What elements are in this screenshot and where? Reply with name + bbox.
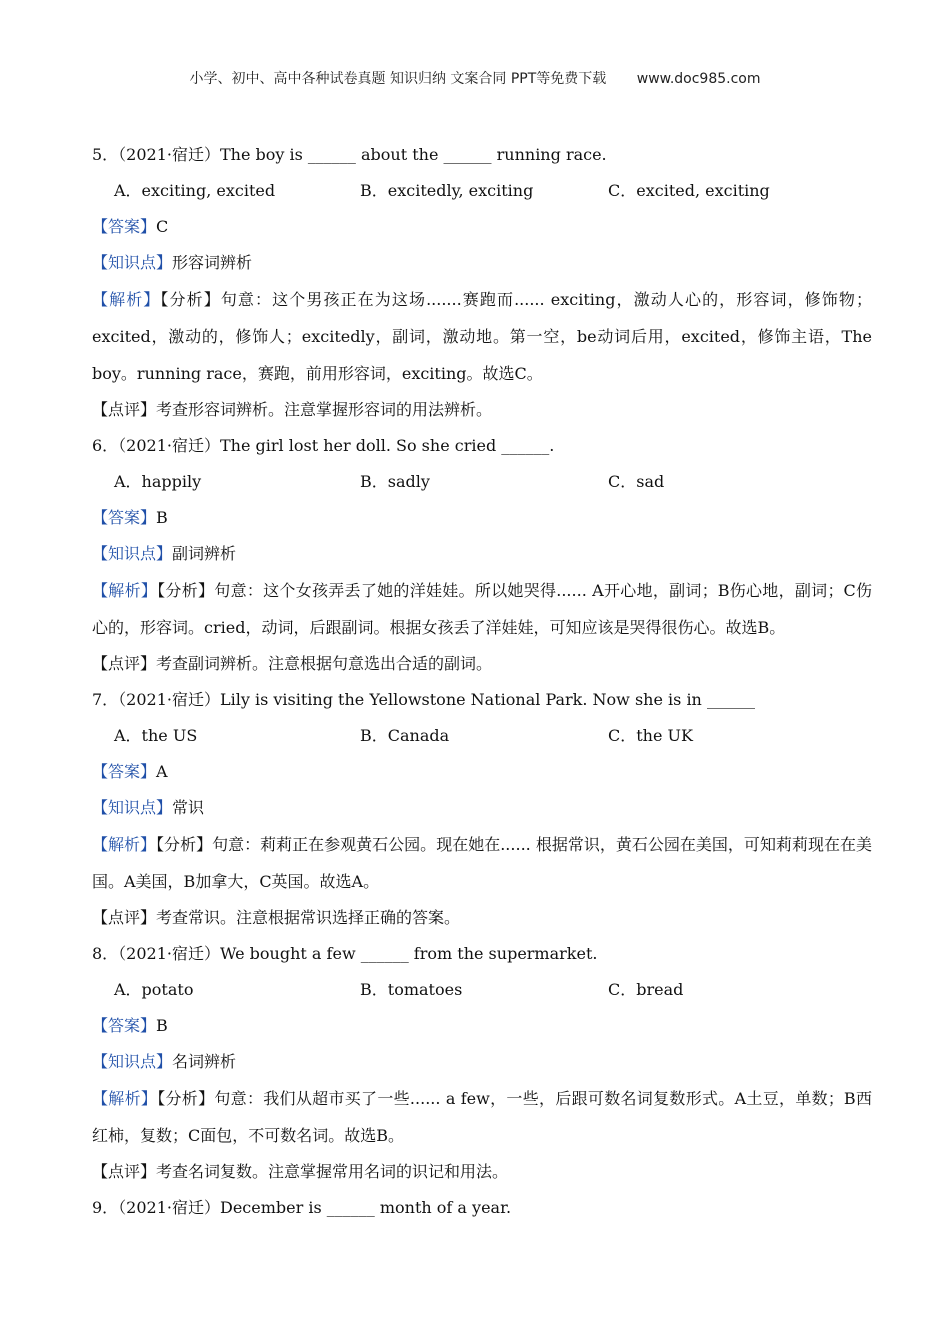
question-stem: 8．（2021·宿迁）We bought a few ______ from the supermarket. [92,944,598,963]
analysis-label: 【解析】 [92,835,157,854]
options-row [92,464,872,500]
analysis-text: 【分析】句意：这个男孩正在为这场.......赛跑而...... exciting，激动人心的，形容词，修饰物；excited，激动的，修饰人；excitedly，副词，激动地。第一空，be动词后用，excited，修饰主语，The boy。running race，赛跑，前用形容词，exciting。故选C。 [92,290,872,383]
review-text: 考查名词复数。注意掌握常用名词的识记和用法。 [156,1162,509,1181]
option-b: B．tomatoes [360,980,463,999]
options-row [92,718,872,754]
answer-label: 【答案】 [92,508,157,527]
question-block [92,936,872,1190]
header-site-url[interactable]: www.doc985.com [636,71,761,87]
knowledge-line [92,1044,872,1080]
header-title: 小学、初中、高中各种试卷真题 知识归纳 文案合同 PPT等免费下载 [189,71,607,87]
option-a: A．potato [114,980,194,999]
analysis-paragraph [92,572,872,646]
page-header [0,68,950,88]
question-stem: 6．（2021·宿迁）The girl lost her doll. So she cried ______. [92,436,555,455]
knowledge-line [92,790,872,826]
answer-value: B [156,1016,168,1035]
review-label: 【点评】 [92,1162,157,1181]
question-block [92,428,872,682]
knowledge-value: 形容词辨析 [172,253,253,272]
question-stem: 7．（2021·宿迁）Lily is visiting the Yellowstone National Park. Now she is in ______ [92,690,755,709]
analysis-text: 【分析】句意：我们从超市买了一些...... a few，一些，后跟可数名词复数形式。A土豆，单数；B西红柿，复数；C面包，不可数名词。故选B。 [92,1089,872,1145]
options-row [92,173,872,209]
answer-value: A [156,762,168,781]
answer-label: 【答案】 [92,1016,157,1035]
knowledge-label: 【知识点】 [92,544,173,563]
option-c: C．the UK [608,726,693,745]
document-body [92,137,872,1226]
answer-line [92,209,872,245]
analysis-text: 【分析】句意：莉莉正在参观黄石公园。现在她在...... 根据常识，黄石公园在美国，可知莉莉现在在美国。A美国，B加拿大，C英国。故选A。 [92,835,872,891]
knowledge-line [92,245,872,281]
option-c: C．sad [608,472,665,491]
review-line [92,392,872,428]
knowledge-value: 名词辨析 [172,1052,237,1071]
option-a: A．the US [114,726,198,745]
question-block [92,137,872,428]
answer-line [92,754,872,790]
option-a: A．happily [114,472,202,491]
knowledge-label: 【知识点】 [92,798,173,817]
option-a: A．exciting, excited [114,181,276,200]
option-b: B．excitedly, exciting [360,181,534,200]
analysis-label: 【解析】 [92,581,158,600]
review-label: 【点评】 [92,908,157,927]
knowledge-line [92,536,872,572]
analysis-label: 【解析】 [92,1089,158,1108]
knowledge-label: 【知识点】 [92,1052,173,1071]
analysis-paragraph [92,826,872,900]
analysis-label: 【解析】 [92,290,161,309]
question-block [92,1190,872,1226]
analysis-text: 【分析】句意：这个女孩弄丢了她的洋娃娃。所以她哭得...... A开心地，副词；B伤心地，副词；C伤心的，形容词。cried，动词，后跟副词。根据女孩丢了洋娃娃，可知应该是哭得很伤心。故选B。 [92,581,872,637]
answer-line [92,500,872,536]
review-line [92,646,872,682]
review-line [92,1154,872,1190]
review-text: 考查形容词辨析。注意掌握形容词的用法辨析。 [156,400,493,419]
question-stem: 9．（2021·宿迁）December is ______ month of a year. [92,1198,512,1217]
options-row [92,972,872,1008]
answer-value: B [156,508,168,527]
option-b: B．sadly [360,472,430,491]
analysis-paragraph [92,1080,872,1154]
option-c: C．excited, exciting [608,181,770,200]
answer-line [92,1008,872,1044]
question-stem: 5．（2021·宿迁）The boy is ______ about the ______ running race. [92,145,607,164]
review-text: 考查副词辨析。注意根据句意选出合适的副词。 [156,654,493,673]
review-line [92,900,872,936]
knowledge-label: 【知识点】 [92,253,173,272]
option-c: C．bread [608,980,684,999]
answer-value: C [156,217,169,236]
question-block [92,682,872,936]
answer-label: 【答案】 [92,762,157,781]
review-text: 考查常识。注意根据常识选择正确的答案。 [156,908,461,927]
analysis-paragraph [92,281,872,392]
answer-label: 【答案】 [92,217,157,236]
knowledge-value: 副词辨析 [172,544,237,563]
review-label: 【点评】 [92,654,157,673]
review-label: 【点评】 [92,400,157,419]
option-b: B．Canada [360,726,450,745]
knowledge-value: 常识 [172,798,205,817]
